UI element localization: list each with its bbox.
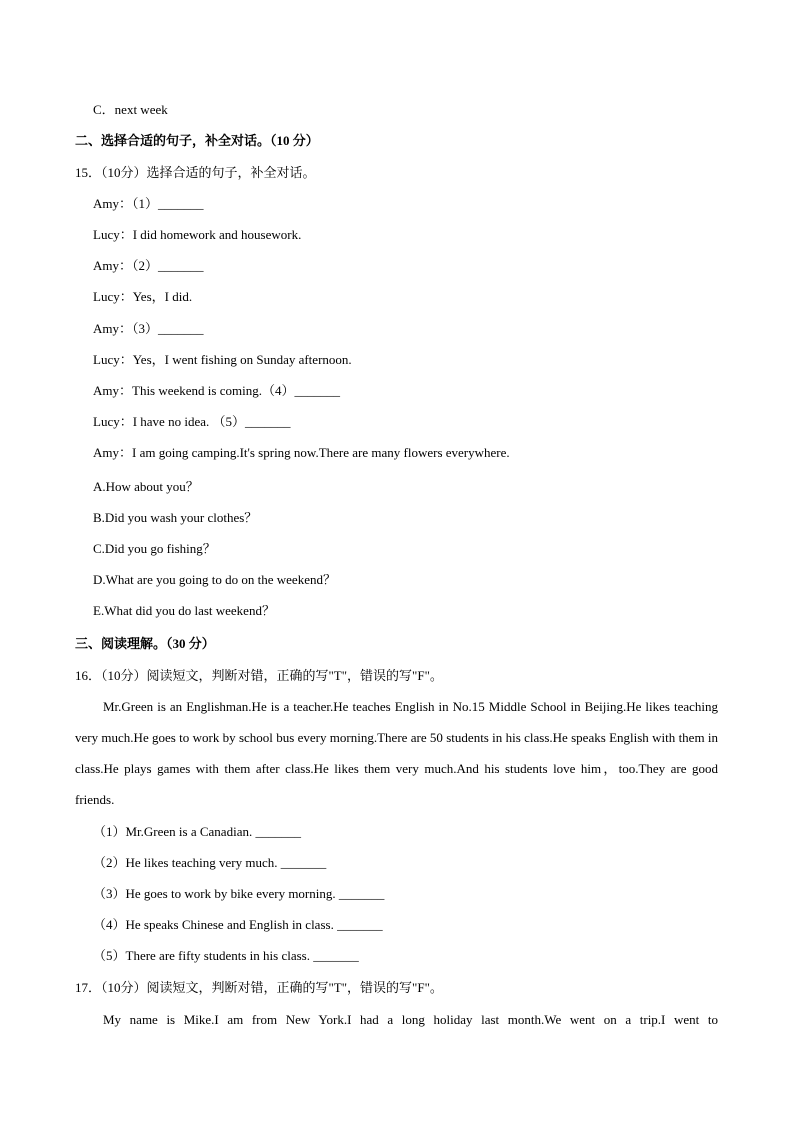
q16-prompt: 16．（10分）阅读短文，判断对错，正确的写"T"，错误的写"F"。 — [75, 668, 443, 683]
dialogue-line-1: Amy：（1）_______ — [93, 196, 204, 211]
dialogue-line-8: Lucy：I have no idea. （5）_______ — [93, 414, 291, 429]
q16-statement-3: （3）He goes to work by bike every morning. _______ — [93, 886, 385, 901]
choice-c: C.Did you go fishing？ — [93, 541, 216, 556]
q16-statement-4: （4）He speaks Chinese and English in class. _______ — [93, 917, 383, 932]
dialogue-line-3: Amy：（2）_______ — [93, 258, 204, 273]
dialogue-line-6: Lucy：Yes，I went fishing on Sunday afternoon. — [93, 352, 352, 367]
q16-passage: Mr.Green is an Englishman.He is a teacher.He teaches English in No.15 Middle School in Beijing.He likes teaching very much.He goes to work by school bus every morning.There are 50 students in his class.He speaks English with them in class.He plays games with them after class.He likes them very much.And his students love him，too.They are good friends. — [75, 699, 718, 807]
q16-statement-1: （1）Mr.Green is a Canadian. _______ — [93, 824, 301, 839]
dialogue-line-9: Amy：I am going camping.It's spring now.There are many flowers everywhere. — [93, 445, 510, 460]
dialogue-line-2: Lucy：I did homework and housework. — [93, 227, 302, 242]
section-3-heading: 三、阅读理解。（30 分） — [75, 636, 215, 651]
choice-d: D.What are you going to do on the weekend？ — [93, 572, 336, 587]
section-2-heading: 二、选择合适的句子，补全对话。（10 分） — [75, 133, 319, 148]
q16-statement-2: （2）He likes teaching very much. _______ — [93, 855, 327, 870]
dialogue-line-5: Amy：（3）_______ — [93, 321, 204, 336]
dialogue-line-7: Amy：This weekend is coming.（4）_______ — [93, 383, 340, 398]
dialogue-line-4: Lucy：Yes，I did. — [93, 289, 193, 304]
choice-a: A.How about you？ — [93, 479, 199, 494]
choice-b: B.Did you wash your clothes？ — [93, 510, 258, 525]
choice-e: E.What did you do last weekend？ — [93, 603, 275, 618]
q17-prompt: 17．（10分）阅读短文，判断对错，正确的写"T"，错误的写"F"。 — [75, 980, 443, 995]
q17-passage-start: My name is Mike.I am from New York.I had a long holiday last month.We went on a trip.I went to — [103, 1012, 718, 1027]
option-c-line: C．next week — [93, 102, 168, 117]
q16-statement-5: （5）There are fifty students in his class. _______ — [93, 948, 359, 963]
q15-prompt: 15．（10分）选择合适的句子，补全对话。 — [75, 165, 316, 180]
